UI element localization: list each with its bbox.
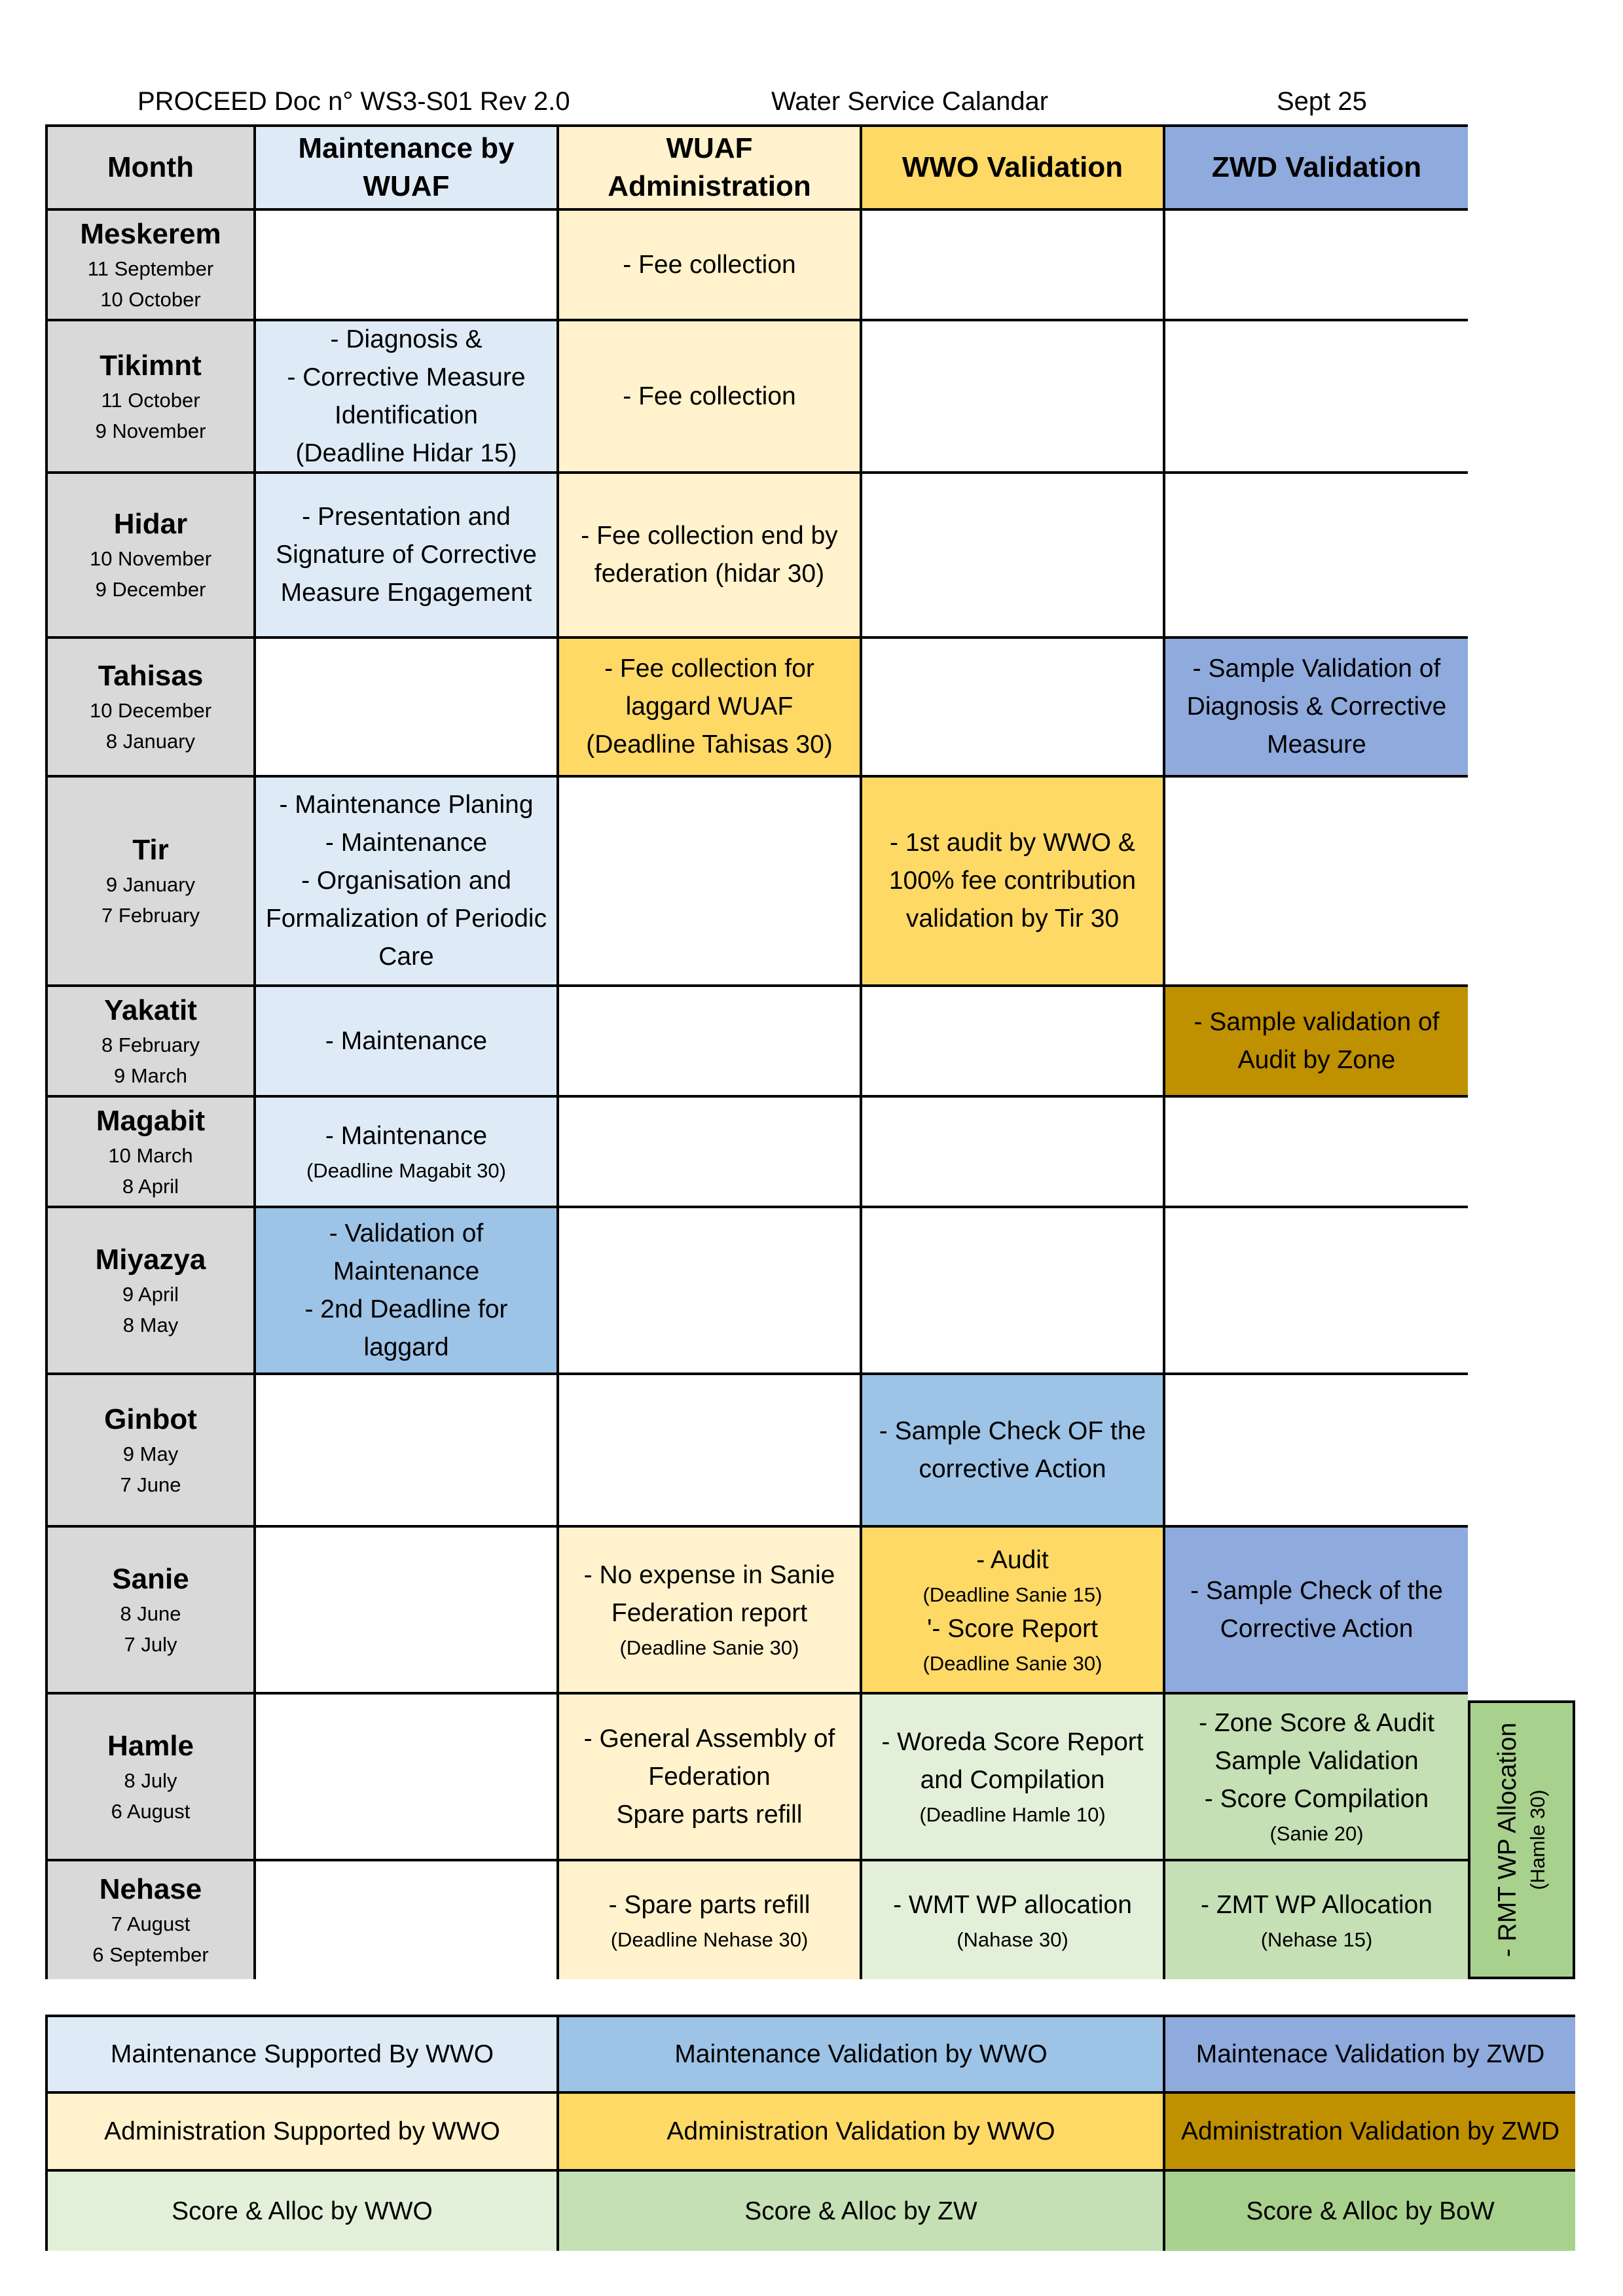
legend-item — [1165, 2172, 1575, 2251]
month-start-date: 10 December — [89, 699, 212, 722]
column-header-line: WUAF — [363, 170, 450, 202]
cell-text-line: - 2nd Deadline for — [304, 1295, 508, 1323]
month-end-date: 9 March — [114, 1064, 187, 1087]
cell-text-line: - Validation of — [329, 1219, 484, 1247]
cell-text-line: - Maintenance Planing — [279, 791, 534, 819]
month-name: Tahisas — [98, 660, 204, 692]
cell-text-line: - Zone Score & Audit — [1199, 1709, 1434, 1737]
cell-text-line: 100% fee contribution — [888, 867, 1137, 895]
maintenance-cell — [256, 1861, 559, 1979]
wwo-cell — [862, 1098, 1165, 1208]
legend-label: Score & Alloc by ZW — [744, 2197, 977, 2225]
rmt-allocation-cell — [1468, 1700, 1575, 1979]
month-cell — [48, 987, 256, 1098]
month-name: Hidar — [113, 508, 188, 540]
month-name: Magabit — [96, 1104, 206, 1137]
admin-cell — [559, 1528, 862, 1695]
rmt-label: - RMT WP Allocation — [1493, 1722, 1522, 1958]
cell-text-line: - Diagnosis & — [330, 325, 483, 353]
cell-text-line: (Deadline Hidar 15) — [295, 439, 517, 467]
legend-item — [559, 2172, 1165, 2251]
cell-text-line: - Audit — [976, 1545, 1049, 1574]
cell-text-line: - No expense in Sanie — [583, 1561, 835, 1589]
cell-text-line: - WMT WP allocation — [893, 1890, 1132, 1919]
color-legend — [45, 2015, 1575, 2251]
maintenance-cell — [256, 1098, 559, 1208]
month-name: Yakatit — [104, 994, 197, 1026]
cell-text-line: - Maintenance — [325, 1026, 488, 1055]
legend-item — [559, 2017, 1165, 2094]
column-header — [559, 127, 862, 211]
month-name: Tikimnt — [100, 349, 202, 382]
admin-cell — [559, 1098, 862, 1208]
cell-text-line: laggard — [363, 1333, 449, 1361]
cell-text-line: - Fee collection for — [604, 655, 814, 683]
column-header-label: Month — [107, 151, 194, 183]
cell-text-line: - Fee collection end by — [581, 522, 838, 550]
wwo-cell — [862, 1861, 1165, 1979]
zwd-cell — [1165, 321, 1468, 474]
column-header-label: WWO Validation — [902, 151, 1123, 183]
cell-text-line: - Fee collection — [623, 382, 796, 410]
admin-cell — [559, 639, 862, 778]
legend-item — [48, 2094, 559, 2172]
cell-text-line: corrective Action — [919, 1454, 1106, 1483]
legend-label: Administration Validation by WWO — [666, 2117, 1055, 2145]
cell-deadline: (Nahase 30) — [957, 1928, 1068, 1951]
month-start-date: 9 May — [122, 1442, 179, 1465]
month-name: Ginbot — [104, 1403, 197, 1435]
month-cell — [48, 1695, 256, 1861]
legend-item — [559, 2094, 1165, 2172]
maintenance-cell — [256, 474, 559, 639]
month-end-date: 7 June — [120, 1473, 181, 1496]
month-end-date: 8 January — [105, 730, 196, 753]
cell-text-line: - Fee collection — [623, 250, 796, 279]
zwd-cell — [1165, 474, 1468, 639]
column-header-label: ZWD Validation — [1211, 151, 1422, 183]
admin-cell — [559, 1861, 862, 1979]
month-end-date: 9 November — [95, 419, 206, 442]
cell-text-line: - Sample validation of — [1194, 1007, 1440, 1036]
cell-text-line: (Deadline Sanie 15) — [922, 1583, 1103, 1606]
zwd-cell — [1165, 1695, 1468, 1861]
cell-text-line: - Presentation and — [302, 503, 511, 531]
admin-cell — [559, 321, 862, 474]
legend-label: Maintenance Supported By WWO — [110, 2039, 494, 2068]
zwd-cell — [1165, 1208, 1468, 1375]
month-start-date: 8 June — [120, 1602, 181, 1625]
cell-text-line: Measure — [1267, 730, 1366, 759]
month-name: Miyazya — [95, 1243, 206, 1276]
maintenance-cell — [256, 987, 559, 1098]
cell-deadline: (Deadline Hamle 10) — [919, 1803, 1106, 1826]
zwd-cell — [1165, 639, 1468, 778]
admin-cell — [559, 474, 862, 639]
maintenance-cell — [256, 1208, 559, 1375]
month-name: Tir — [132, 834, 169, 866]
cell-text-line: Formalization of Periodic — [265, 905, 547, 933]
document-date: Sept 25 — [1277, 87, 1367, 116]
wwo-cell — [862, 321, 1165, 474]
cell-text-line: (Deadline Tahisas 30) — [586, 730, 833, 759]
zwd-cell — [1165, 1098, 1468, 1208]
cell-text-line: - Sample Validation of — [1192, 655, 1441, 683]
zwd-cell — [1165, 211, 1468, 321]
zwd-cell — [1165, 778, 1468, 987]
wwo-cell — [862, 639, 1165, 778]
cell-text-line: - Corrective Measure — [287, 363, 526, 391]
cell-text-line: Identification — [335, 401, 478, 429]
column-header — [256, 127, 559, 211]
cell-text-line: Signature of Corrective — [276, 541, 537, 569]
maintenance-cell — [256, 321, 559, 474]
month-name: Hamle — [107, 1729, 194, 1762]
maintenance-cell — [256, 1528, 559, 1695]
month-cell — [48, 1861, 256, 1979]
month-start-date: 7 August — [111, 1912, 191, 1935]
admin-cell — [559, 1695, 862, 1861]
wwo-cell — [862, 987, 1165, 1098]
admin-cell — [559, 1208, 862, 1375]
cell-deadline: (Nehase 15) — [1260, 1928, 1373, 1951]
legend-item — [1165, 2094, 1575, 2172]
month-name: Sanie — [112, 1562, 189, 1595]
cell-text-line: Diagnosis & Corrective — [1186, 692, 1447, 721]
zwd-cell — [1165, 1528, 1468, 1695]
month-start-date: 11 September — [87, 257, 214, 280]
document-title: Water Service Calandar — [771, 87, 1049, 116]
month-cell — [48, 1098, 256, 1208]
calendar-table — [45, 124, 1468, 1979]
column-header — [48, 127, 256, 211]
month-end-date: 6 September — [92, 1943, 209, 1966]
month-start-date: 10 November — [89, 547, 212, 570]
admin-cell — [559, 987, 862, 1098]
month-end-date: 10 October — [100, 287, 201, 311]
maintenance-cell — [256, 1375, 559, 1528]
legend-label: Score & Alloc by WWO — [172, 2197, 433, 2225]
legend-label: Maintenace Validation by ZWD — [1195, 2039, 1545, 2068]
month-start-date: 8 July — [124, 1768, 177, 1792]
cell-text-line: - Spare parts refill — [608, 1890, 811, 1919]
month-end-date: 8 May — [122, 1313, 179, 1336]
cell-text-line: Audit by Zone — [1237, 1045, 1396, 1074]
admin-cell — [559, 778, 862, 987]
maintenance-cell — [256, 1695, 559, 1861]
cell-text-line: - Woreda Score Report — [881, 1728, 1144, 1756]
cell-text-line: - Maintenance — [325, 829, 488, 857]
cell-text-line: Measure Engagement — [280, 579, 532, 607]
maintenance-cell — [256, 211, 559, 321]
maintenance-cell — [256, 778, 559, 987]
wwo-cell — [862, 211, 1165, 321]
month-cell — [48, 1528, 256, 1695]
wwo-cell — [862, 1208, 1165, 1375]
month-start-date: 9 April — [122, 1282, 179, 1306]
legend-label: Score & Alloc by BoW — [1246, 2197, 1495, 2225]
month-start-date: 10 March — [108, 1143, 193, 1167]
month-name: Meskerem — [80, 217, 221, 250]
month-cell — [48, 639, 256, 778]
cell-text-line: - Score Compilation — [1204, 1785, 1429, 1813]
cell-deadline: (Deadline Nehase 30) — [610, 1928, 809, 1951]
wwo-cell — [862, 1375, 1165, 1528]
zwd-cell — [1165, 987, 1468, 1098]
cell-text-line: - Organisation and — [301, 867, 511, 895]
cell-deadline: (Deadline Sanie 30) — [619, 1636, 799, 1659]
cell-text-line: - General Assembly of — [583, 1724, 835, 1753]
cell-text-line: laggard WUAF — [625, 692, 793, 721]
month-end-date: 7 July — [124, 1632, 177, 1656]
wwo-cell — [862, 778, 1165, 987]
cell-deadline: (Deadline Magabit 30) — [306, 1159, 506, 1182]
zwd-cell — [1165, 1861, 1468, 1979]
cell-text-line: Maintenance — [333, 1257, 480, 1285]
month-cell — [48, 778, 256, 987]
cell-text-line: federation (hidar 30) — [594, 560, 825, 588]
cell-text-line: Sample Validation — [1214, 1747, 1419, 1775]
cell-text-line: Federation — [648, 1762, 771, 1791]
wwo-cell — [862, 1528, 1165, 1695]
cell-text-line: (Deadline Sanie 30) — [922, 1651, 1103, 1675]
month-start-date: 9 January — [105, 873, 196, 896]
month-cell — [48, 211, 256, 321]
cell-text-line: and Compilation — [920, 1766, 1105, 1794]
month-cell — [48, 1375, 256, 1528]
legend-label: Administration Validation by ZWD — [1181, 2117, 1559, 2145]
legend-label: Maintenance Validation by WWO — [674, 2039, 1048, 2068]
month-end-date: 7 February — [101, 904, 200, 927]
cell-text-line: - Maintenance — [325, 1122, 488, 1150]
column-header-label: WUAF Administration — [608, 132, 811, 202]
month-end-date: 9 December — [95, 578, 206, 601]
month-cell — [48, 321, 256, 474]
cell-text-line: validation by Tir 30 — [905, 905, 1120, 933]
cell-text-line: '- Score Report — [926, 1614, 1099, 1643]
legend-item — [48, 2172, 559, 2251]
cell-text-line: - Sample Check of the — [1190, 1576, 1443, 1605]
cell-text-line: Federation report — [611, 1599, 808, 1627]
legend-item — [48, 2017, 559, 2094]
month-end-date: 8 April — [122, 1174, 179, 1198]
month-cell — [48, 474, 256, 639]
month-end-date: 6 August — [111, 1799, 191, 1823]
column-header — [1165, 127, 1468, 211]
column-header — [862, 127, 1165, 211]
cell-text-line: Care — [378, 942, 434, 971]
cell-text-line: - Sample Check OF the — [879, 1416, 1146, 1445]
rmt-deadline: (Hamle 30) — [1526, 1789, 1549, 1890]
maintenance-cell — [256, 639, 559, 778]
cell-text-line: Corrective Action — [1220, 1614, 1413, 1643]
cell-text-line: - 1st audit by WWO & — [890, 829, 1135, 857]
wwo-cell — [862, 474, 1165, 639]
month-start-date: 11 October — [101, 388, 200, 412]
cell-text-line: - ZMT WP Allocation — [1201, 1890, 1432, 1919]
month-name: Nehase — [99, 1873, 202, 1905]
doc-reference: PROCEED Doc n° WS3-S01 Rev 2.0 — [137, 87, 570, 116]
column-header-line: Maintenance by — [298, 132, 515, 164]
cell-deadline: (Sanie 20) — [1269, 1822, 1364, 1845]
cell-text-line: Spare parts refill — [616, 1800, 803, 1829]
month-start-date: 8 February — [101, 1033, 200, 1056]
admin-cell — [559, 211, 862, 321]
legend-label: Administration Supported by WWO — [104, 2117, 500, 2145]
legend-item — [1165, 2017, 1575, 2094]
zwd-cell — [1165, 1375, 1468, 1528]
wwo-cell — [862, 1695, 1165, 1861]
admin-cell — [559, 1375, 862, 1528]
month-cell — [48, 1208, 256, 1375]
